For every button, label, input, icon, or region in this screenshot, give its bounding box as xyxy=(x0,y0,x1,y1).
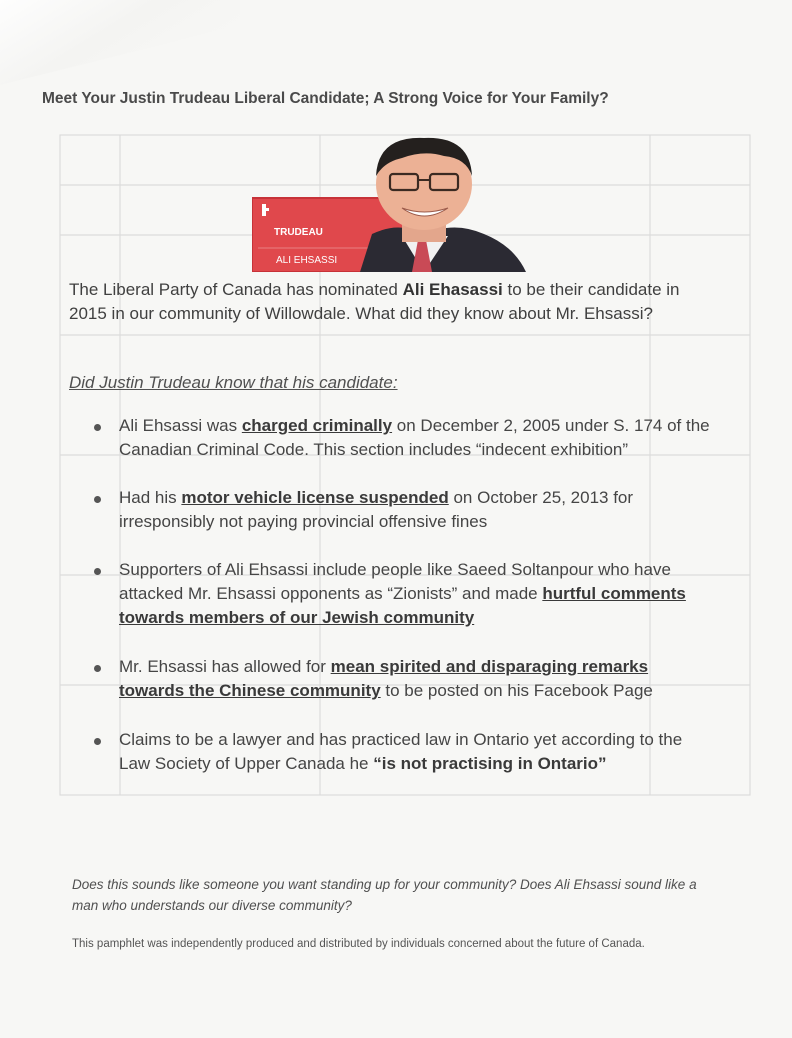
candidate-name: Ali Ehasassi xyxy=(402,280,503,299)
bullet-emphasis: “is not practising in Ontario” xyxy=(373,754,607,773)
bullet-emphasis: charged criminally xyxy=(241,416,393,435)
list-item xyxy=(92,728,712,776)
intro-text-2: to be their candidate in 2015 in our community of Willowdale. What did they know about Mr. Ehsassi? xyxy=(69,280,680,323)
footer-disclaimer: This pamphlet was independently produced and distributed by individuals concerned about the future of Canada. xyxy=(72,938,645,950)
paper-fold xyxy=(0,0,240,90)
sign-name-text: ALI EHSASSI xyxy=(276,255,338,266)
bullet-text: to be posted on his Facebook Page xyxy=(380,681,653,700)
list-item xyxy=(92,486,712,534)
intro-paragraph xyxy=(69,278,709,326)
bullet-emphasis: mean spirited and disparaging remarks towards the Chinese community xyxy=(119,657,649,700)
list-item xyxy=(92,414,712,462)
list-item xyxy=(92,655,712,703)
list-item xyxy=(92,558,712,630)
sign-trudeau-text: TRUDEAU xyxy=(274,227,323,238)
bullet-text: Claims to be a lawyer and has practiced law in Ontario yet according to the Law Society of Upper Canada he xyxy=(119,730,683,773)
question-heading: Did Justin Trudeau know that his candidate: xyxy=(69,373,398,392)
intro-text-1: The Liberal Party of Canada has nominated xyxy=(69,280,403,299)
bullet-text: on December 2, 2005 under S. 174 of the Canadian Criminal Code. This section includes “indecent exhibition” xyxy=(119,416,710,459)
closing-question: Does this sounds like someone you want standing up for your community? Does Ali Ehsassi sound like a man who understands our diverse community? xyxy=(72,877,697,913)
bullet-text: Ali Ehsassi was xyxy=(119,416,242,435)
allegations-list xyxy=(92,414,712,776)
bullet-text: Had his xyxy=(119,488,182,507)
bullet-emphasis: motor vehicle license suspended xyxy=(181,488,449,507)
bullet-text: Mr. Ehsassi has allowed for xyxy=(119,657,331,676)
bullet-text: on October 25, 2013 for irresponsibly not paying provincial offensive fines xyxy=(119,488,634,531)
bullet-text: Supporters of Ali Ehsassi include people like Saeed Soltanpour who have attacked Mr. Ehsassi opponents as “Zionists” and made xyxy=(119,560,671,603)
candidate-photo xyxy=(252,136,526,272)
bullet-emphasis: hurtful comments towards members of our Jewish community xyxy=(119,584,686,627)
page-title: Meet Your Justin Trudeau Liberal Candidate; A Strong Voice for Your Family? xyxy=(42,90,609,107)
